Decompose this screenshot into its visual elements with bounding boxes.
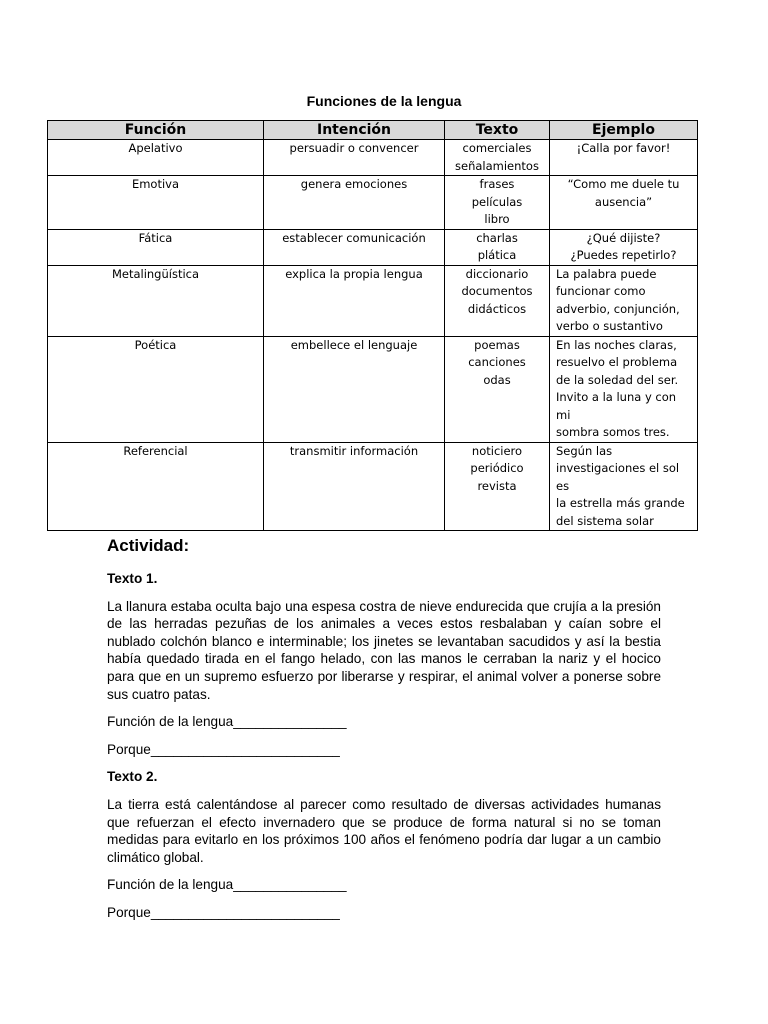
texto-1-body: La llanura estaba oculta bajo una espesa costra de nieve endurecida que crujía a la presión de las herradas pezuñas de los animales a veces estos resbalaban y caían sobre el nublado colchón blanco e interminable; los jinetes se levantaban sacudidos y así la bestia había quedado tirada en el fango helado, con las manos le cerraban la nariz y el hocico para que en un supremo esfuerzo por liberarse y respirar, el animal volver a ponerse sobre sus cuatro patas. xyxy=(107,598,661,702)
cell-texto xyxy=(445,229,550,265)
ejemplo-line: funcionar como xyxy=(556,284,646,298)
cell-texto xyxy=(445,176,550,230)
table-row xyxy=(48,229,698,265)
texto-line: didácticos xyxy=(467,301,527,316)
texto-line: noticiero xyxy=(471,443,523,458)
cell-intencion: persuadir o convencer xyxy=(264,140,445,176)
texto-1-funcion-line: Función de la lengua_______________ xyxy=(107,714,347,730)
ejemplo-line: resuelvo el problema xyxy=(556,355,678,369)
texto-1-block xyxy=(107,570,661,758)
texto-line: libro xyxy=(484,212,510,226)
cell-intencion: explica la propia lengua xyxy=(264,265,445,336)
header-intencion: Intención xyxy=(264,121,445,140)
texto-line: diccionario xyxy=(465,266,529,281)
texto-2-funcion-line: Función de la lengua_______________ xyxy=(107,877,347,893)
cell-intencion: genera emociones xyxy=(264,176,445,230)
ejemplo-line: investigaciones el sol es xyxy=(556,461,680,493)
ejemplo-line: La palabra puede xyxy=(556,266,657,281)
cell-texto xyxy=(445,140,550,176)
texto-1-label: Texto 1. xyxy=(107,571,158,586)
activity-section xyxy=(107,534,661,932)
cell-intencion: embellece el lenguaje xyxy=(264,336,445,442)
texto-1-porque-line: Porque_________________________ xyxy=(107,741,340,757)
texto-line: plática xyxy=(477,248,517,262)
texto-2-body: La tierra está calentándose al parecer como resultado de diversas actividades humanas que refuerzan el efecto invernadero que se produce de forma natural si no se toman medidas para evitarlo en los próximos 100 años el fenómeno podría dar lugar a un cambio climático global. xyxy=(107,796,661,865)
cell-ejemplo xyxy=(550,229,698,265)
ejemplo-line: Invito a la luna y con mi xyxy=(556,390,677,422)
cell-funcion: Metalingüística xyxy=(48,265,264,336)
ejemplo-line: adverbio, conjunción, xyxy=(556,301,680,316)
cell-funcion: Referencial xyxy=(48,442,264,531)
table-header-row xyxy=(48,121,698,140)
cell-ejemplo xyxy=(550,265,698,336)
ejemplo-line: Según las xyxy=(556,443,613,458)
table-row xyxy=(48,265,698,336)
texto-line: periódico xyxy=(470,461,524,475)
texto-line: frases xyxy=(479,177,515,191)
cell-funcion: Apelativo xyxy=(48,140,264,176)
texto-line: canciones xyxy=(468,355,526,369)
cell-texto xyxy=(445,442,550,531)
header-texto: Texto xyxy=(445,121,550,140)
cell-texto xyxy=(445,336,550,442)
ejemplo-line: ausencia” xyxy=(594,194,653,209)
ejemplo-line: la estrella más grande xyxy=(556,496,685,510)
ejemplo-line: sombra somos tres. xyxy=(556,425,670,439)
texto-2-block xyxy=(107,768,661,921)
texto-line: revista xyxy=(477,478,517,493)
cell-funcion: Fática xyxy=(48,229,264,265)
functions-table xyxy=(47,120,698,531)
table-row xyxy=(48,140,698,176)
ejemplo-line: ¿Qué dijiste? xyxy=(586,230,661,245)
cell-ejemplo xyxy=(550,176,698,230)
cell-funcion: Poética xyxy=(48,336,264,442)
ejemplo-line: de la soledad del ser. xyxy=(556,372,679,387)
cell-intencion: establecer comunicación xyxy=(264,229,445,265)
page-title: Funciones de la lengua xyxy=(306,93,462,109)
texto-line: películas xyxy=(471,194,523,209)
cell-funcion: Emotiva xyxy=(48,176,264,230)
texto-line: comerciales xyxy=(462,141,532,155)
ejemplo-line: verbo o sustantivo xyxy=(556,319,663,333)
texto-line: poemas xyxy=(474,337,520,352)
texto-2-porque-line: Porque_________________________ xyxy=(107,904,340,920)
table-row xyxy=(48,442,698,531)
activity-heading: Actividad: xyxy=(107,536,190,555)
ejemplo-line: “Como me duele tu xyxy=(567,177,680,191)
table-row xyxy=(48,336,698,442)
header-ejemplo: Ejemplo xyxy=(550,121,698,140)
texto-line: odas xyxy=(483,372,511,387)
ejemplo-line: del sistema solar xyxy=(556,513,654,528)
texto-line: charlas xyxy=(476,230,518,245)
header-funcion: Función xyxy=(48,121,264,140)
cell-texto xyxy=(445,265,550,336)
cell-ejemplo xyxy=(550,336,698,442)
ejemplo-line: ¡Calla por favor! xyxy=(576,141,671,155)
ejemplo-line: ¿Puedes repetirlo? xyxy=(570,248,677,262)
texto-2-label: Texto 2. xyxy=(107,769,158,785)
texto-line: documentos xyxy=(461,284,533,298)
ejemplo-line: En las noches claras, xyxy=(556,337,677,352)
texto-line: señalamientos xyxy=(455,158,539,173)
cell-ejemplo xyxy=(550,140,698,176)
cell-ejemplo xyxy=(550,442,698,531)
cell-intencion: transmitir información xyxy=(264,442,445,531)
table-row xyxy=(48,176,698,230)
